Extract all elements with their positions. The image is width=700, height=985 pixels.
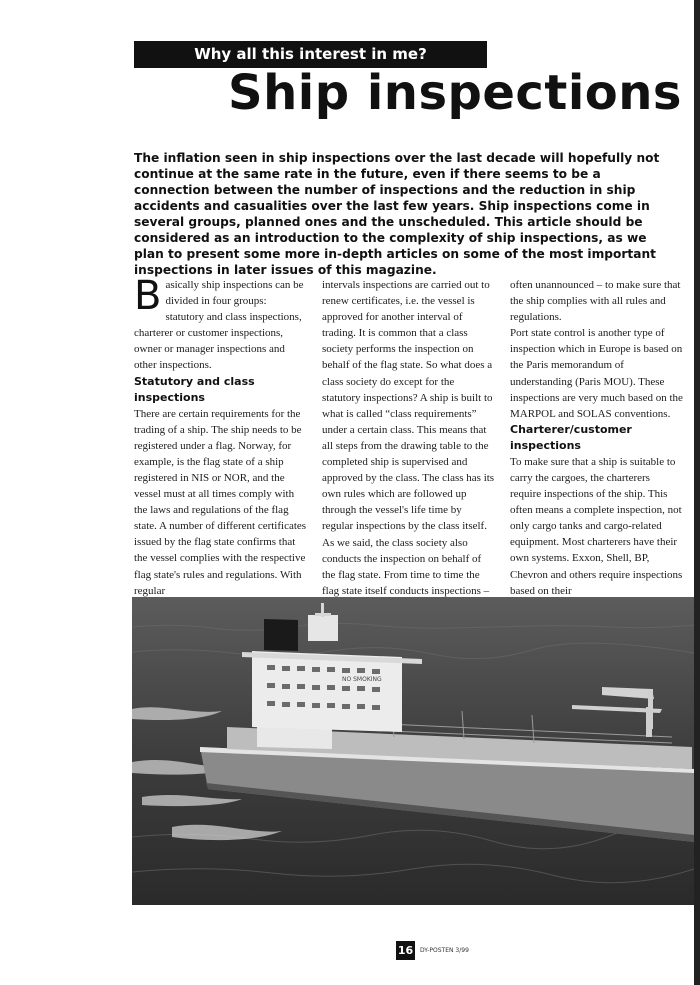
class-paragraph: intervals inspections are carried out to renew certificates, i.e. the vessel is approved for another interval of trading. It is common that a class society performs the inspection on behalf of the flag state. So what does a class society do except for the statutory inspections? A ship is built to what is called “class requirements” under a certain class. This means that all steps from the drawing table to the completed ship is supervised and approved by the class. The class has its own rules which are followed up through the vessel's life time by regular inspections by the class itself. As we said, the class society also conducts the inspection on behalf of the flag state. From time to time the flag state itself conducts inspections – <box>322 279 495 597</box>
page-number: 16 <box>396 941 415 960</box>
tanker-illustration <box>132 597 694 905</box>
funnel <box>264 619 298 651</box>
subhead-charterer: Charterer/customer inspections <box>510 422 632 452</box>
port-state-paragraph: Port state control is another type of inspection which in Europe is based on the Paris memorandum of understanding (Paris MOU). These inspections are very much based on the MARPOL and SOLAS conventions. <box>510 327 683 420</box>
kicker-banner: Why all this interest in me? <box>134 41 487 68</box>
no-smoking-sign: NO SMOKING <box>342 676 382 683</box>
publication-name: DY-POSTEN 3/99 <box>420 947 469 954</box>
page-edge-shadow <box>694 0 700 985</box>
intro-text: asically ship inspections can be divided in four groups: statutory and class inspections, charterer or customer inspections, owner or manager inspections and other inspections. <box>134 279 304 372</box>
article-column-2 <box>322 277 495 599</box>
lead-paragraph: The inflation seen in ship inspections over the last decade will hopefully not continue at the same rate in the future, even if there seems to be a connection between the number of inspections and the reduction in ship accidents and casualities over the last few years. Ship inspections come in several groups, planned ones and the unscheduled. This article should be considered as an introduction to the complexity of ship inspections, as we plan to present some more in-depth articles on some of the most important inspections in later issues of this magazine. <box>134 151 660 277</box>
wheelhouse <box>308 615 338 641</box>
article-column-1 <box>134 273 307 599</box>
drop-cap: B <box>134 273 162 319</box>
statutory-paragraph: There are certain requirements for the trading of a ship. The ship needs to be registered under a flag. Norway, for example, is the flag state of a ship registered in NIS or NOR, and the vessel must at all times comply with the laws and regulations of the flag state. A number of different certificates issued by the flag state confirms that the vessel complies with the respective flag state's rules and regulations. With regular <box>134 407 307 597</box>
flag-state-paragraph: often unannounced – to make sure that the ship complies with all rules and regulations. <box>510 279 681 324</box>
tanker-photo <box>132 597 694 905</box>
charterer-paragraph: To make sure that a ship is suitable to carry the cargoes, the charterers require inspections of the ship. This often means a complete inspection, not only cargo tanks and cargo-related equipment. Most charterers have their own systems. Exxon, Shell, BP, Chevron and others require inspections based on their <box>510 455 683 597</box>
page-title: Ship inspections <box>228 65 682 121</box>
page-footer <box>396 941 469 960</box>
article-column-3 <box>510 277 683 599</box>
subhead-statutory: Statutory and class inspections <box>134 374 255 404</box>
intro-paragraph <box>134 273 307 374</box>
